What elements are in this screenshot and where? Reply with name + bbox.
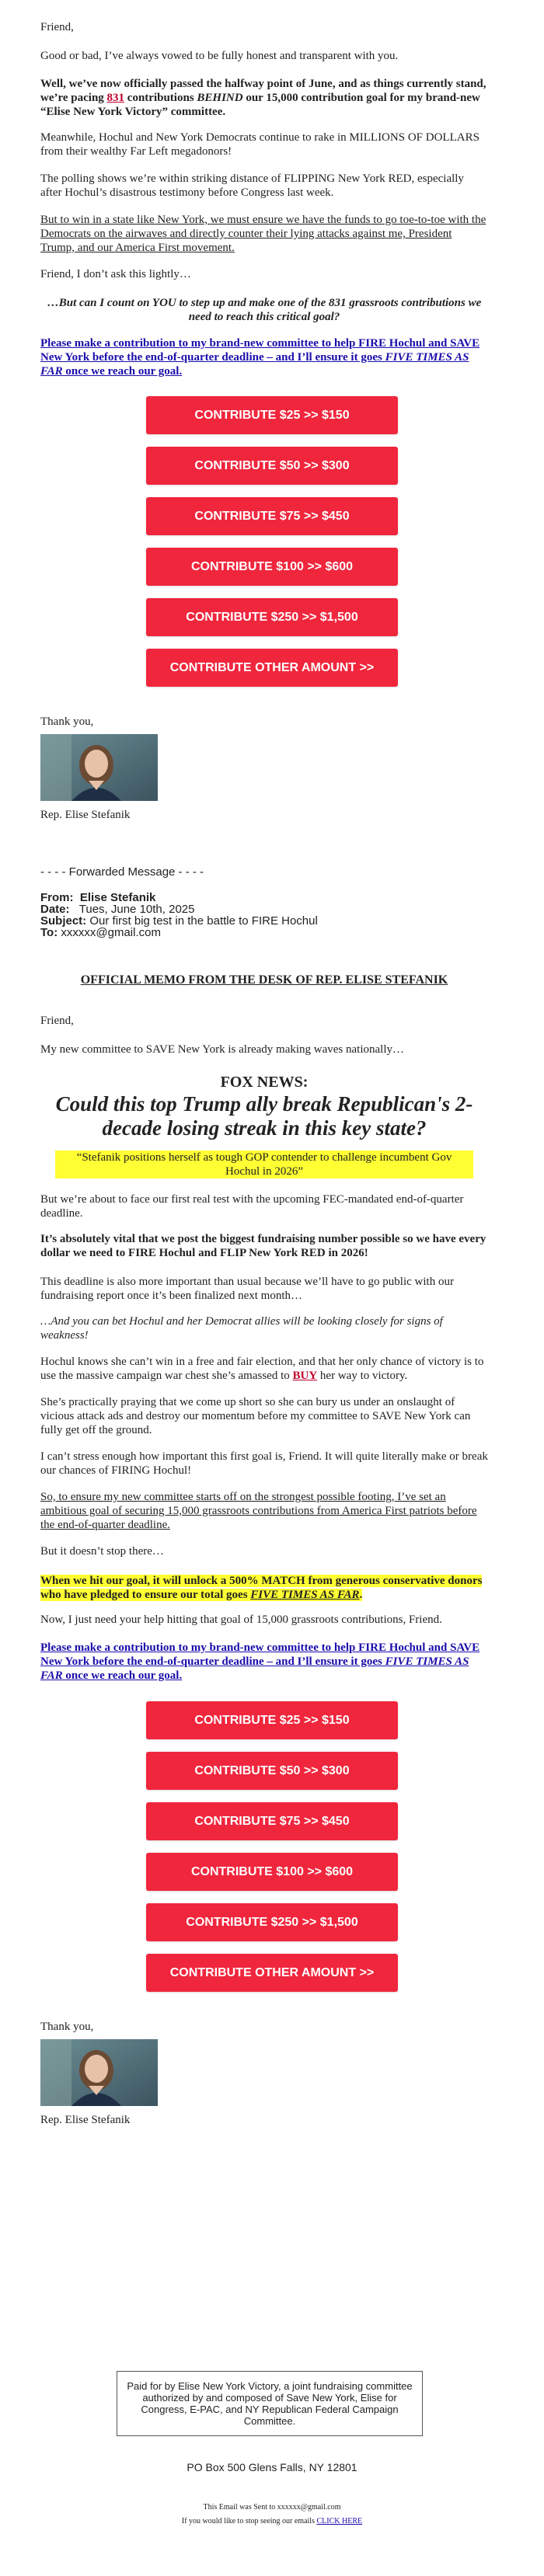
contribute-75-button[interactable]: CONTRIBUTE $75 >> $450 [146, 497, 398, 535]
memo-paragraph: But we’re about to face our first real test with the upcoming FEC-mandated end-of-quarter deadline. [40, 1193, 464, 1220]
intro-paragraph: Friend, I don’t ask this lightly… [40, 268, 191, 280]
memo-paragraph: It’s absolutely vital that we post the biggest fundraising number possible so we have every dollar we need to FIRE Hochul and FLIP New York RED in 2026! [40, 1233, 486, 1259]
memo-paragraph: This deadline is also more important than usual because we’ll have to go public with our fundraising report once it’s been finalized next month… [40, 1276, 454, 1302]
match-paragraph: When we hit our goal, it will unlock a 500% MATCH from generous conservative donors who have pledged to ensure our total goes FIVE TIMES AS FAR. [40, 1575, 483, 1601]
portrait-image [40, 734, 158, 801]
contribute-100-button[interactable]: CONTRIBUTE $100 >> $600 [146, 1853, 398, 1891]
intro-paragraph: Meanwhile, Hochul and New York Democrats continue to rake in MILLIONS OF DOLLARS from their wealthy Far Left megadonors! [40, 131, 479, 158]
memo-title: OFFICIAL MEMO FROM THE DESK OF REP. ELISE STEFANIK [80, 973, 448, 987]
contribute-250-button[interactable]: CONTRIBUTE $250 >> $1,500 [146, 1903, 398, 1941]
paid-for-disclaimer: Paid for by Elise New York Victory, a joint fundraising committee authorized by and composed of Save New York, Elise for Congress, E-PAC, and NY Republican Federal Campaign Committee. [117, 2371, 423, 2436]
contribute-link-text[interactable]: Please make a contribution to my brand-new committee to help FIRE Hochul and SAVE New York before the end-of-quarter deadline – and I’ll ensure it goes FIVE TIMES AS FAR once we reach our goal. [40, 337, 480, 378]
news-quote: “Stefanik positions herself as tough GOP contender to challenge incumbent Gov Hochul in 2026” [40, 1150, 488, 1178]
memo-paragraph: I can’t stress enough how important this first goal is, Friend. It will quite literally make or break our chances of FIRING Hochul! [40, 1450, 488, 1477]
contribute-25-button[interactable]: CONTRIBUTE $25 >> $150 [146, 1701, 398, 1739]
buy-word: BUY [292, 1370, 318, 1382]
forwarded-from: From: Elise Stefanik [40, 891, 156, 904]
fox-news-label: FOX NEWS: [220, 1074, 309, 1091]
memo-greeting: Friend, [40, 1015, 74, 1027]
contribute-other-button[interactable]: CONTRIBUTE OTHER AMOUNT >> [146, 649, 398, 687]
news-headline: Could this top Trump ally break Republican's 2-decade losing streak in this key state? [55, 1092, 473, 1140]
signoff-name: Rep. Elise Stefanik [40, 809, 131, 821]
memo-paragraph: Now, I just need your help hitting that goal of 15,000 grassroots contributions, Friend. [40, 1613, 442, 1626]
portrait-photo [40, 2039, 158, 2106]
memo-paragraph: …And you can bet Hochul and her Democrat allies will be looking closely for signs of weakness! [40, 1315, 443, 1342]
intro-paragraph: Good or bad, I’ve always vowed to be fully honest and transparent with you. [40, 50, 399, 62]
memo-paragraph: So, to ensure my new committee starts off on the strongest possible footing, I’ve set an ambitious goal of securing 15,000 grassroots contributions from America First patriots before the end-of-quarter deadline. [40, 1491, 477, 1531]
memo-paragraph: But it doesn’t stop there… [40, 1545, 164, 1558]
contribute-100-button[interactable]: CONTRIBUTE $100 >> $600 [146, 548, 398, 586]
greeting: Friend, [40, 21, 74, 33]
memo-paragraph: Hochul knows she can’t win in a free and fair election, and that her only chance of victory is to use the massive campaign war chest she’s amassed to BUY her way to victory. [40, 1356, 484, 1382]
pacing-paragraph: Well, we’ve now officially passed the halfway point of June, and as things currently stand, we’re pacing 831 contributions BEHIND our 15,000 contribution goal for my brand-new “Elise New York Victory” committee. [40, 78, 486, 118]
contribute-250-button[interactable]: CONTRIBUTE $250 >> $1,500 [146, 598, 398, 636]
footer-address: PO Box 500 Glens Falls, NY 12801 [187, 2461, 357, 2473]
forwarded-to: To: xxxxxx@gmail.com [40, 926, 161, 939]
contribute-75-button[interactable]: CONTRIBUTE $75 >> $450 [146, 1802, 398, 1840]
forwarded-header: - - - - Forwarded Message - - - - [40, 865, 204, 879]
intro-paragraph: The polling shows we’re within striking distance of FLIPPING New York RED, especially after Hochul’s disastrous testimony before Congress last week. [40, 172, 464, 199]
contribute-link-text[interactable]: Please make a contribution to my brand-new committee to help FIRE Hochul and SAVE New York before the end-of-quarter deadline – and I’ll ensure it goes FIVE TIMES AS FAR once we reach our goal. [40, 1641, 480, 1682]
contribute-link[interactable] [40, 336, 488, 378]
portrait-image [40, 2039, 158, 2106]
footer-unsubscribe: If you would like to stop seeing our emails CLICK HERE [181, 2517, 363, 2526]
contribute-50-button[interactable]: CONTRIBUTE $50 >> $300 [146, 447, 398, 485]
contribute-25-button[interactable]: CONTRIBUTE $25 >> $150 [146, 396, 398, 434]
signoff-thanks: Thank you, [40, 715, 94, 728]
intro-paragraph: But to win in a state like New York, we must ensure we have the funds to go toe-to-toe with the Democrats on the airwaves and directly counter their lying attacks against me, President Trump, and our America First movement. [40, 214, 486, 254]
contribute-link[interactable] [40, 1641, 488, 1683]
forwarded-date: Date: Tues, June 10th, 2025 [40, 903, 195, 916]
footer-sent-to: This Email was Sent to xxxxxx@gmail.com [203, 2503, 341, 2512]
memo-paragraph: My new committee to SAVE New York is already making waves nationally… [40, 1043, 404, 1056]
forwarded-subject: Subject: Our first big test in the battle to FIRE Hochul [40, 914, 318, 928]
contribute-other-button[interactable]: CONTRIBUTE OTHER AMOUNT >> [146, 1954, 398, 1992]
memo-paragraph: She’s practically praying that we come up short so she can bury us under an onslaught of vicious attack ads and destroy our momentum before my committee to SAVE New York can fully get off the ground. [40, 1396, 471, 1436]
signoff-name: Rep. Elise Stefanik [40, 2114, 131, 2126]
contribute-50-button[interactable]: CONTRIBUTE $50 >> $300 [146, 1752, 398, 1790]
unsubscribe-link[interactable]: CLICK HERE [316, 2517, 363, 2526]
contribution-count: 831 [106, 92, 125, 104]
portrait-photo [40, 734, 158, 801]
call-to-action-text: …But can I count on YOU to step up and make one of the 831 grassroots contributions we need to reach this critical goal? [47, 297, 482, 323]
signoff-thanks: Thank you, [40, 2021, 94, 2033]
